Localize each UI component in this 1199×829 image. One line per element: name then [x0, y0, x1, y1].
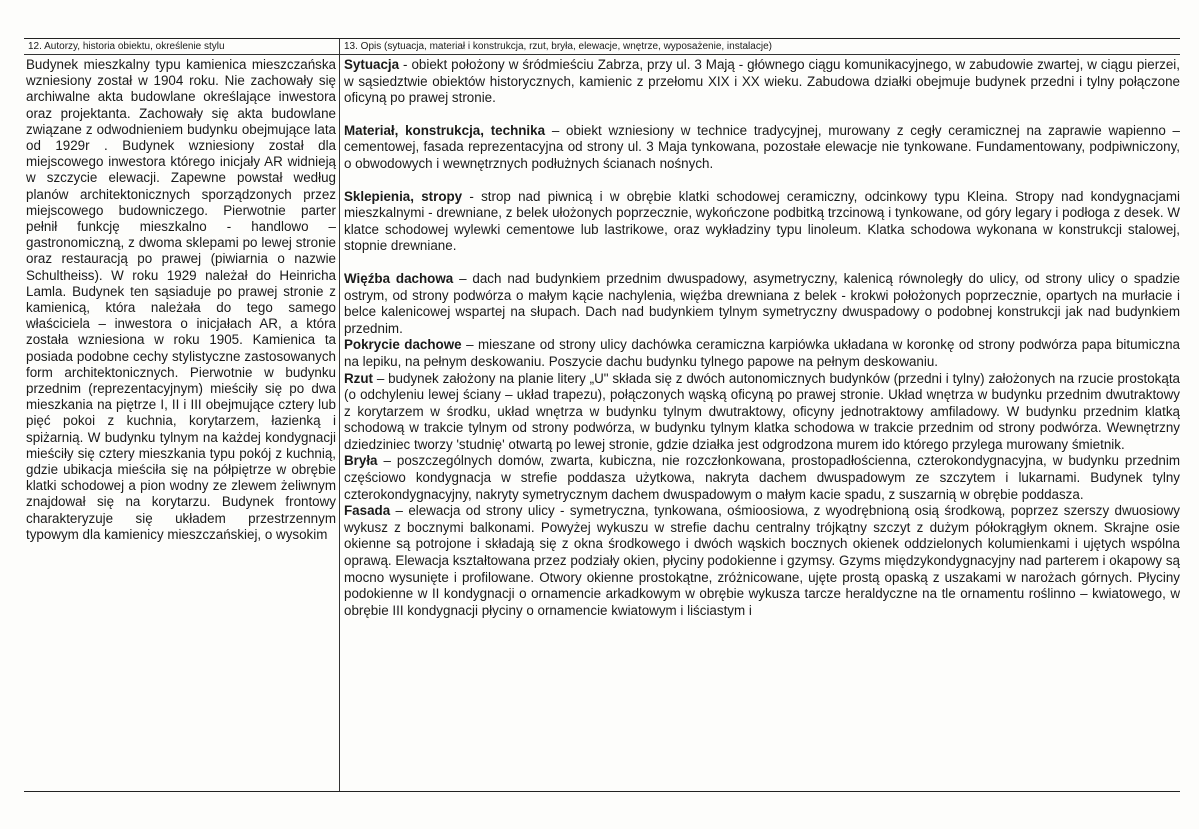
desc-roof-truss-text: – dach nad budynkiem przednim dwuspadowy, asymetryczny, kalenicą równoległy do ulicy, od strony ulicy o spadzie ostrym, od strony podwórza o małym kącie nachylenia, więźba drewniana z belek - krokwi położonych poprzecznie, opartych na murłacie i belce kalenicowej wspartej na słupach. Dach nad budynkiem tylnym symetryczny dwuspadowy o podobnej konstrukcji jak nad budynkiem przednim.	[344, 270, 1180, 336]
desc-material	[344, 123, 1180, 173]
desc-mass-text: – poszczególnych domów, zwarta, kubiczna, nie rozczłonkowana, prostopadłościenna, czterokondygnacyjna, w budynku przednim częściowo kondygnacja w strefie poddasza użytkowa, nakryta dachem dwuspadowym ze szczytem i lukarnami. Budynek tylny czterokondygnacyjny, nakryty symetrycznym dachem dwuspadowym o małym kacie spadu, z suszarnią w obrębie poddasza.	[344, 453, 1180, 502]
section-13-header: 13. Opis (sytuacja, materiał i konstrukcja, rzut, bryła, elewacje, wnętrze, wyposażenie, instalacje)	[344, 41, 772, 52]
desc-situation-title: Sytuacja	[344, 57, 400, 72]
history-text: Budynek mieszkalny typu kamienica mieszczańska wzniesiony został w 1904 roku. Nie zachowały się archiwalne akta budowlane określające inwestora oraz projektanta. Zachowały się akta budowlane związane z odwodnieniem budynku obejmujące lata od 1929r . Budynek wzniesiony został dla miejscowego inwestora którego inicjały AR widnieją w szczycie elewacji. Zapewne powstał według planów architektonicznych sporządzonych przez miejscowego budowniczego. Pierwotnie parter pełnił funkcję mieszkalno - handlowo – gastronomiczną, z dwoma sklepami po lewej stronie oraz restauracją po prawej (piwiarnia o nazwie Schultheiss). W roku 1929 należał do Heinricha Lamla. Budynek ten sąsiaduje po prawej stronie z kamienicą, która należała do tego samego właściciela – inwestora o inicjałach AR, a która została wzniesiona w roku 1905. Kamienica ta posiada podobne cechy stylistyczne zastosowanych form architektonicznych. Pierwotnie w budynku przednim (reprezentacyjnym) mieściły się po dwa mieszkania na piętrze I, II i III obejmujące cztery lub pięć pokoi z kuchnia, korytarzem, łazienką i spiżarnią. W budynku tylnym na każdej kondygnacji mieściły się cztery mieszkania typu pokój z kuchnią, gdzie ubikacja mieściła się na półpiętrze w obrębie klatki schodowej a pion wodny ze zlewem żeliwnym znajdował się na korytarzu. Budynek frontowy charakteryzuje się układem przestrzennym typowym dla kamienicy mieszczańskiej, o wysokim	[26, 57, 336, 542]
history-column	[26, 57, 336, 543]
desc-facade-title: Fasada	[344, 503, 391, 519]
header-rule	[24, 54, 1180, 55]
desc-vaults-title: Sklepienia, stropy	[344, 188, 463, 204]
desc-roof-truss	[344, 271, 1180, 337]
desc-roofing	[344, 337, 1180, 370]
desc-roofing-text: – mieszane od strony ulicy dachówka ceramiczna karpiówka układana w koronkę od strony podwórza papa bitumiczna na lepiku, na pełnym deskowaniu. Poszycie dachu budynku tylnego papowe na pełnym deskowaniu.	[344, 337, 1180, 369]
desc-material-title: Materiał, konstrukcja, technika	[344, 122, 546, 138]
desc-mass	[344, 453, 1180, 503]
desc-plan	[344, 371, 1180, 454]
desc-facade-text: – elewacja od strony ulicy - symetryczna, tynkowana, ośmioosiowa, z wyodrębnioną osią środkową, poprzez szerszy dwuosiowy wykusz z bocznymi balkonami. Powyżej wykuszu w strefie dachu centralny trójkątny szczyt z dużym półokrągłym oknem. Skrajne osie okienne są potrojone i składają się z okna środkowego i dwóch wąskich bocznych okienek oddzielonych kolumienkami i ujętych wspólna oprawą. Elewacja kształtowana przez podziały okien, płyciny podokienne i gzymsy. Gzyms międzykondygnacyjny nad parterem i okapowy są mocno wysunięte i profilowane. Otwory okienne prostokątne, zróżnicowane, ujęte prostą opaską z uszakami w narożach górnych. Płyciny podokienne w II kondygnacji o ornamencie arkadkowym w obrębie wykusza tarcze heraldyczne na tle ornamentu roślinno – kwiatowego, w obrębie III kondygnacji płyciny o ornamencie kwiatowym i liściastym i	[344, 503, 1180, 618]
form-table	[24, 38, 1180, 792]
column-divider	[339, 39, 340, 791]
desc-mass-title: Bryła	[344, 453, 378, 469]
desc-plan-title: Rzut	[344, 370, 374, 386]
desc-situation-text: - obiekt położony w śródmieściu Zabrza, przy ul. 3 Mają - głównego ciągu komunikacyjnego, w zabudowie zwartej, w ciągu pierzei, w sąsiedztwie obiektów historycznych, kamienic z przełomu XIX i XX wieku. Zabudowa działki obejmuje budynek przedni i tylny połączone oficyną po prawej stronie.	[344, 57, 1180, 106]
desc-vaults	[344, 189, 1180, 255]
desc-facade	[344, 503, 1180, 619]
desc-roof-truss-title: Więźba dachowa	[344, 270, 454, 286]
description-column	[344, 57, 1180, 619]
desc-plan-text: – budynek założony na planie litery „U" składa się z dwóch autonomicznych budynków (przedni i tylny) założonych na rzucie prostokąta (o odchyleniu lewej ściany – układ trapezu), połączonych wąską oficyną po prawej stronie. Układ wnętrza w budynku przednim dwutraktowy z korytarzem w środku, układ wnętrza w budynku tylnym dwutraktowy, oficyny jednotraktowy amfiladowy. W budynku przednim klatką schodową w trakcie tylnym od strony podwórza, w budynku tylnym klatka schodowa w trakcie przednim od strony podwórza. Wewnętrzny dziedziniec tworzy 'studnię' otwartą po lewej stronie, gdzie działka jest odgrodzona murem ido którego przylega murowany śmietnik.	[344, 370, 1180, 452]
desc-roofing-title: Pokrycie dachowe	[344, 337, 462, 353]
desc-vaults-text: - strop nad piwnicą i w obrębie klatki schodowej ceramiczny, odcinkowy typu Kleina. Stropy nad kondygnacjami mieszkalnymi - drewniane, z belek ułożonych poprzecznie, wykończone podbitką trzcinową i tynkowane, od góry legary i podłoga z desek. W klatce schodowej wylewki cementowe lub lastrikowe, oraz wykładziny typu linoleum. Klatka schodowa wykonana w konstrukcji stalowej, stopnie drewniane.	[344, 188, 1180, 254]
section-12-header: 12. Autorzy, historia obiektu, określenie stylu	[28, 41, 225, 52]
desc-situation	[344, 57, 1180, 107]
desc-material-text: – obiekt wzniesiony w technice tradycyjnej, murowany z cegły ceramicznej na zaprawie wapienno – cementowej, fasada reprezentacyjna od strony ul. 3 Maja tynkowana, pozostałe elewacje nie tynkowane. Fundamentowany, podpiwniczony, o obwodowych i wewnętrznych podłużnych ścianach nośnych.	[344, 122, 1180, 171]
